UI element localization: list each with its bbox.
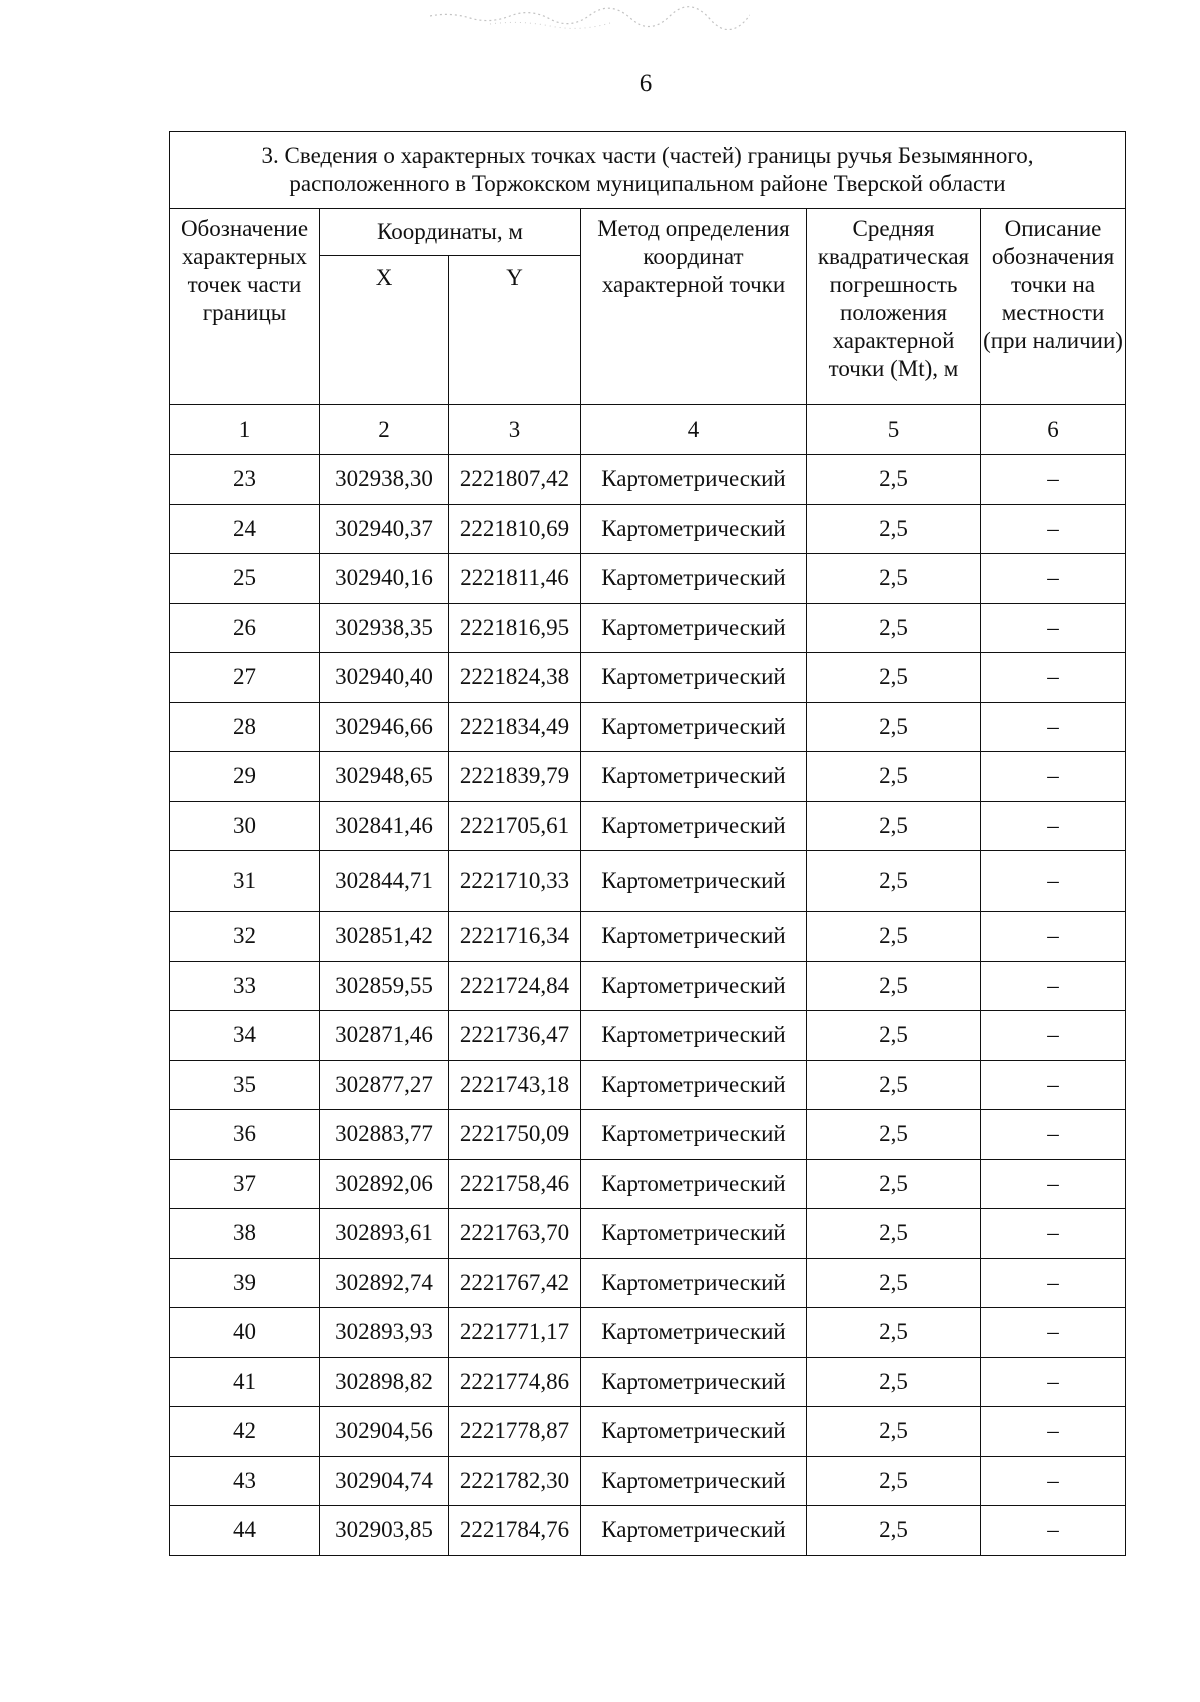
dash-mark: – — [1047, 763, 1059, 789]
table-row — [170, 1110, 1126, 1160]
dash-mark: – — [1047, 1319, 1059, 1345]
cell-error: 2,5 — [807, 752, 981, 802]
cell-x: 302898,82 — [320, 1357, 449, 1407]
header-coordinates: Координаты, м — [320, 209, 581, 256]
dash-mark: – — [1047, 1071, 1059, 1097]
caption-line-2: расположенного в Торжокском муниципальном районе Тверской области — [289, 171, 1006, 196]
table-row — [170, 961, 1126, 1011]
cell-point-number: 44 — [170, 1506, 320, 1556]
column-number: 4 — [581, 405, 807, 455]
cell-description — [981, 653, 1126, 703]
table-row — [170, 1209, 1126, 1259]
dash-mark: – — [1047, 868, 1059, 893]
dash-mark: – — [1047, 1418, 1059, 1444]
cell-error: 2,5 — [807, 1011, 981, 1061]
dash-mark: – — [1047, 812, 1059, 838]
dash-mark: – — [1047, 1467, 1059, 1493]
cell-x: 302903,85 — [320, 1506, 449, 1556]
cell-y: 2221705,61 — [449, 801, 581, 851]
cell-y: 2221767,42 — [449, 1258, 581, 1308]
cell-y: 2221750,09 — [449, 1110, 581, 1160]
cell-point-number: 31 — [170, 851, 320, 912]
cell-description — [981, 752, 1126, 802]
dash-mark: – — [1047, 972, 1059, 998]
cell-y: 2221824,38 — [449, 653, 581, 703]
cell-point-number: 29 — [170, 752, 320, 802]
cell-method: Картометрический — [581, 455, 807, 505]
table-row — [170, 504, 1126, 554]
cell-method: Картометрический — [581, 801, 807, 851]
table-row — [170, 554, 1126, 604]
dash-mark: – — [1047, 1170, 1059, 1196]
cell-description — [981, 1110, 1126, 1160]
cell-point-number: 33 — [170, 961, 320, 1011]
cell-y: 2221834,49 — [449, 702, 581, 752]
cell-error: 2,5 — [807, 1258, 981, 1308]
cell-x: 302892,74 — [320, 1258, 449, 1308]
table-row — [170, 1357, 1126, 1407]
cell-point-number: 30 — [170, 801, 320, 851]
cell-y: 2221778,87 — [449, 1407, 581, 1457]
dash-mark: – — [1047, 1269, 1059, 1295]
caption-line-1: 3. Сведения о характерных точках части (частей) границы ручья Безымянного, — [261, 143, 1034, 168]
cell-x: 302938,30 — [320, 455, 449, 505]
cell-description — [981, 912, 1126, 962]
cell-description — [981, 504, 1126, 554]
table-row — [170, 1159, 1126, 1209]
scan-noise — [430, 6, 750, 30]
cell-error: 2,5 — [807, 851, 981, 912]
header-description: Описание обозначения точки на местности (при наличии) — [981, 209, 1126, 405]
cell-y: 2221782,30 — [449, 1456, 581, 1506]
cell-x: 302948,65 — [320, 752, 449, 802]
cell-x: 302892,06 — [320, 1159, 449, 1209]
dash-mark: – — [1047, 1517, 1059, 1543]
table-row — [170, 702, 1126, 752]
cell-description — [981, 702, 1126, 752]
page-number: 6 — [639, 70, 653, 97]
cell-description — [981, 1456, 1126, 1506]
cell-x: 302841,46 — [320, 801, 449, 851]
cell-x: 302938,35 — [320, 603, 449, 653]
cell-y: 2221816,95 — [449, 603, 581, 653]
cell-method: Картометрический — [581, 1258, 807, 1308]
cell-description — [981, 1357, 1126, 1407]
cell-point-number: 28 — [170, 702, 320, 752]
cell-error: 2,5 — [807, 1407, 981, 1457]
cell-description — [981, 1209, 1126, 1259]
cell-point-number: 26 — [170, 603, 320, 653]
cell-point-number: 23 — [170, 455, 320, 505]
cell-description — [981, 1258, 1126, 1308]
cell-method: Картометрический — [581, 851, 807, 912]
dash-mark: – — [1047, 1022, 1059, 1048]
table-row — [170, 1308, 1126, 1358]
dash-mark: – — [1047, 1220, 1059, 1246]
cell-y: 2221758,46 — [449, 1159, 581, 1209]
cell-error: 2,5 — [807, 1209, 981, 1259]
cell-x: 302946,66 — [320, 702, 449, 752]
table-row — [170, 752, 1126, 802]
header-method: Метод определения координат характерной точки — [581, 209, 807, 405]
table-row — [170, 1011, 1126, 1061]
cell-description — [981, 801, 1126, 851]
cell-error: 2,5 — [807, 1456, 981, 1506]
cell-error: 2,5 — [807, 653, 981, 703]
table-caption — [170, 132, 1126, 209]
cell-error: 2,5 — [807, 1159, 981, 1209]
cell-y: 2221771,17 — [449, 1308, 581, 1358]
cell-error: 2,5 — [807, 801, 981, 851]
cell-method: Картометрический — [581, 504, 807, 554]
dash-mark: – — [1047, 664, 1059, 690]
cell-point-number: 40 — [170, 1308, 320, 1358]
cell-description — [981, 851, 1126, 912]
cell-error: 2,5 — [807, 702, 981, 752]
cell-method: Картометрический — [581, 1456, 807, 1506]
column-number: 3 — [449, 405, 581, 455]
cell-description — [981, 1060, 1126, 1110]
cell-error: 2,5 — [807, 554, 981, 604]
header-y: Y — [449, 256, 581, 405]
table-row — [170, 1506, 1126, 1556]
cell-x: 302871,46 — [320, 1011, 449, 1061]
cell-description — [981, 554, 1126, 604]
dash-mark: – — [1047, 614, 1059, 640]
cell-x: 302844,71 — [320, 851, 449, 912]
column-number: 6 — [981, 405, 1126, 455]
table-row — [170, 912, 1126, 962]
column-number: 2 — [320, 405, 449, 455]
cell-description — [981, 961, 1126, 1011]
cell-y: 2221810,69 — [449, 504, 581, 554]
cell-x: 302904,56 — [320, 1407, 449, 1457]
cell-y: 2221807,42 — [449, 455, 581, 505]
cell-description — [981, 1506, 1126, 1556]
cell-method: Картометрический — [581, 1407, 807, 1457]
cell-point-number: 37 — [170, 1159, 320, 1209]
column-number: 1 — [170, 405, 320, 455]
cell-x: 302904,74 — [320, 1456, 449, 1506]
cell-description — [981, 1159, 1126, 1209]
cell-error: 2,5 — [807, 961, 981, 1011]
dash-mark: – — [1047, 1368, 1059, 1394]
header-x: X — [320, 256, 449, 405]
table-row — [170, 1456, 1126, 1506]
cell-y: 2221743,18 — [449, 1060, 581, 1110]
cell-point-number: 35 — [170, 1060, 320, 1110]
cell-error: 2,5 — [807, 504, 981, 554]
cell-method: Картометрический — [581, 752, 807, 802]
header-designation: Обозначение характерных точек части границы — [170, 209, 320, 405]
cell-error: 2,5 — [807, 912, 981, 962]
cell-y: 2221710,33 — [449, 851, 581, 912]
cell-method: Картометрический — [581, 603, 807, 653]
cell-description — [981, 455, 1126, 505]
cell-method: Картометрический — [581, 1159, 807, 1209]
cell-y: 2221724,84 — [449, 961, 581, 1011]
dash-mark: – — [1047, 713, 1059, 739]
cell-method: Картометрический — [581, 1308, 807, 1358]
cell-error: 2,5 — [807, 1506, 981, 1556]
cell-y: 2221839,79 — [449, 752, 581, 802]
column-numbers-row — [170, 405, 1126, 455]
table-row — [170, 603, 1126, 653]
cell-y: 2221736,47 — [449, 1011, 581, 1061]
cell-method: Картометрический — [581, 912, 807, 962]
table-row — [170, 1258, 1126, 1308]
cell-description — [981, 603, 1126, 653]
cell-method: Картометрический — [581, 653, 807, 703]
cell-error: 2,5 — [807, 603, 981, 653]
cell-x: 302877,27 — [320, 1060, 449, 1110]
cell-description — [981, 1407, 1126, 1457]
cell-y: 2221716,34 — [449, 912, 581, 962]
dash-mark: – — [1047, 565, 1059, 591]
dash-mark: – — [1047, 923, 1059, 949]
cell-point-number: 41 — [170, 1357, 320, 1407]
cell-error: 2,5 — [807, 1308, 981, 1358]
cell-x: 302883,77 — [320, 1110, 449, 1160]
cell-point-number: 39 — [170, 1258, 320, 1308]
cell-error: 2,5 — [807, 1110, 981, 1160]
cell-x: 302940,37 — [320, 504, 449, 554]
cell-error: 2,5 — [807, 1357, 981, 1407]
cell-error: 2,5 — [807, 455, 981, 505]
cell-description — [981, 1308, 1126, 1358]
cell-point-number: 25 — [170, 554, 320, 604]
cell-x: 302940,40 — [320, 653, 449, 703]
cell-x: 302859,55 — [320, 961, 449, 1011]
cell-method: Картометрический — [581, 1357, 807, 1407]
cell-point-number: 32 — [170, 912, 320, 962]
cell-x: 302851,42 — [320, 912, 449, 962]
cell-method: Картометрический — [581, 702, 807, 752]
table-row — [170, 851, 1126, 912]
cell-point-number: 36 — [170, 1110, 320, 1160]
column-number: 5 — [807, 405, 981, 455]
cell-method: Картометрический — [581, 1110, 807, 1160]
cell-point-number: 27 — [170, 653, 320, 703]
cell-method: Картометрический — [581, 1011, 807, 1061]
cell-method: Картометрический — [581, 1209, 807, 1259]
cell-method: Картометрический — [581, 961, 807, 1011]
cell-point-number: 42 — [170, 1407, 320, 1457]
table-row — [170, 801, 1126, 851]
header-error: Средняя квадратическая погрешность положения характерной точки (Mt), м — [807, 209, 981, 405]
cell-y: 2221774,86 — [449, 1357, 581, 1407]
cell-point-number: 34 — [170, 1011, 320, 1061]
cell-description — [981, 1011, 1126, 1061]
cell-point-number: 43 — [170, 1456, 320, 1506]
cell-x: 302940,16 — [320, 554, 449, 604]
dash-mark: – — [1047, 1121, 1059, 1147]
cell-point-number: 38 — [170, 1209, 320, 1259]
cell-x: 302893,93 — [320, 1308, 449, 1358]
cell-method: Картометрический — [581, 554, 807, 604]
table-row — [170, 653, 1126, 703]
cell-point-number: 24 — [170, 504, 320, 554]
boundary-points-table — [169, 131, 1126, 1556]
table-body — [170, 455, 1126, 1556]
cell-y: 2221784,76 — [449, 1506, 581, 1556]
dash-mark: – — [1047, 515, 1059, 541]
table-row — [170, 455, 1126, 505]
cell-method: Картометрический — [581, 1506, 807, 1556]
table-row — [170, 1407, 1126, 1457]
table-row — [170, 1060, 1126, 1110]
cell-x: 302893,61 — [320, 1209, 449, 1259]
dash-mark: – — [1047, 466, 1059, 492]
cell-error: 2,5 — [807, 1060, 981, 1110]
cell-y: 2221763,70 — [449, 1209, 581, 1259]
cell-method: Картометрический — [581, 1060, 807, 1110]
cell-y: 2221811,46 — [449, 554, 581, 604]
